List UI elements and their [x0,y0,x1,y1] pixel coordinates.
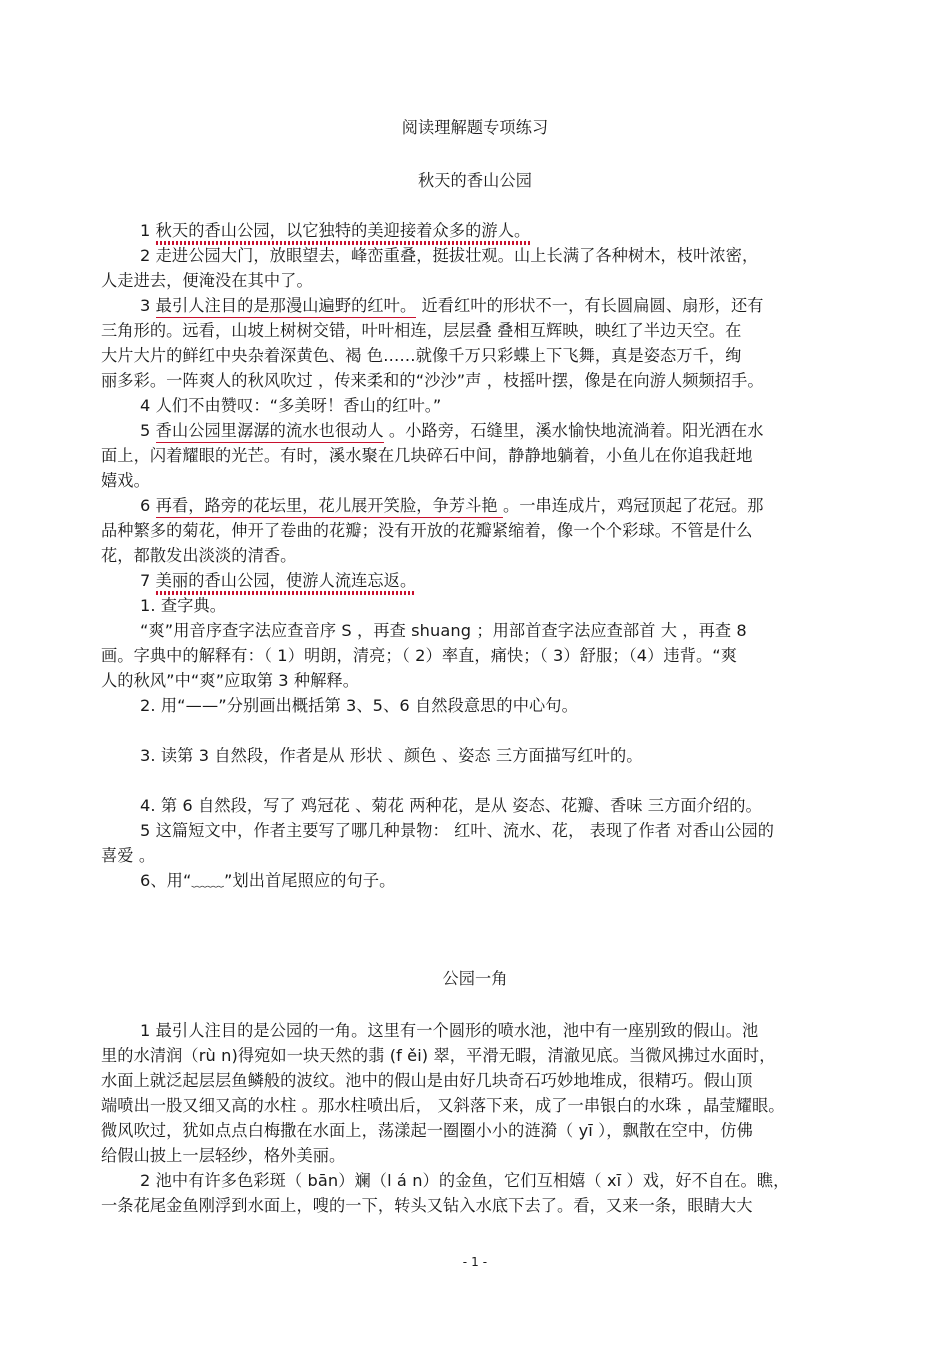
question-1-line: 画。字典中的解释有：（ 1）明朗，清亮；（ 2）率直，痛快；（ 3）舒服；（4）违背。“爽 [101,646,738,665]
paragraph-3-line: 丽多彩。一阵爽人的秋风吹过 ，传来柔和的“沙沙”声 ，枝摇叶摆，像是在向游人频频招手。 [101,371,764,390]
question-2: 2. 用“——”分别画出概括第 3、5、6 自然段意思的中心句。 [140,696,578,715]
question-5-line: 5 这篇短文中，作者主要写了哪几种景物： 红叶、流水、花， 表现了作者 对香山公园的 [140,821,775,840]
wavy-underlined-sentence: 美丽的香山公园，使游人流连忘返。 [155,571,417,590]
paragraph-7: 7 美丽的香山公园，使游人流连忘返。 [140,571,417,590]
page-number: - 1 - [462,1255,488,1269]
question-3: 3. 读第 3 自然段，作者是从 形状 、颜色 、姿态 三方面描写红叶的。 [140,746,643,765]
section-2-line: 水面上就泛起层层鱼鳞般的波纹。池中的假山是由好几块奇石巧妙地堆成，很精巧。假山顶 [101,1071,753,1090]
paragraph-3: 3 最引人注目的是那漫山遍野的红叶。 近看红叶的形状不一，有长圆扁圆、扇形，还有 [140,296,764,315]
section-title-park-corner: 公园一角 [442,969,508,988]
underlined-central-sentence: 再看，路旁的花坛里，花儿展开笑脸，争芳斗艳 [155,496,503,515]
section-2-line: 1 最引人注目的是公园的一角。这里有一个圆形的喷水池，池中有一座别致的假山。池 [140,1021,759,1040]
section-2-line: 一条花尾金鱼刚浮到水面上，嗖的一下，转头又钻入水底下去了。看，又来一条，眼睛大大 [101,1196,753,1215]
paragraph-5-line: 面上，闪着耀眼的光芒。有时，溪水聚在几块碎石中间，静静地躺着，小鱼儿在你追我赶地 [101,446,753,465]
paragraph-3-line: 大片大片的鲜红中央杂着深黄色、褐 色……就像千万只彩蝶上下飞舞，真是姿态万千，绚 [101,346,742,365]
document-title: 阅读理解题专项练习 [401,118,549,137]
paragraph-6: 6 再看，路旁的花坛里，花儿展开笑脸，争芳斗艳 。一串连成片，鸡冠顶起了花冠。那 [140,496,764,515]
underlined-central-sentence: 最引人注目的是那漫山遍野的红叶。 [155,296,417,315]
section-2-line: 微风吹过，犹如点点白梅撒在水面上，荡漾起一圈圈小小的涟漪（ yī ），飘散在空中，仿佛 [101,1121,753,1140]
underlined-central-sentence: 香山公园里潺潺的流水也很动人 [155,421,384,440]
paragraph-3-line: 三角形的。远看，山坡上树树交错，叶叶相连，层层叠 叠相互辉映，映红了半边天空。在 [101,321,742,340]
question-5-line: 喜爱 。 [101,846,156,865]
paragraph-5: 5 香山公园里潺潺的流水也很动人 。小路旁，石缝里，溪水愉快地流淌着。阳光洒在水 [140,421,764,440]
question-6: 6、用“﹏﹏”划出首尾照应的句子。 [140,871,396,890]
section-2-line: 端喷出一股又细又高的水柱 。那水柱喷出后， 又斜落下来，成了一串银白的水珠 ，晶莹耀眼。 [101,1096,785,1115]
paragraph-4: 4 人们不由赞叹：“多美呀！香山的红叶。” [140,396,442,415]
section-title-autumn-park: 秋天的香山公园 [417,171,532,190]
wavy-underlined-sentence: 秋天的香山公园，以它独特的美迎接着众多的游人。 [155,221,531,240]
question-1-line: “爽”用音序查字法应查音序 S ，再查 shuang ；用部首查字法应查部首 大 ，再查 8 [140,621,747,640]
question-4: 4. 第 6 自然段，写了 鸡冠花 、菊花 两种花，是从 姿态、花瓣、香味 三方面介绍的。 [140,796,762,815]
paragraph-5-line: 嬉戏。 [101,471,150,490]
section-2-line: 给假山披上一层轻纱，格外美丽。 [101,1146,346,1165]
paragraph-2-line: 人走进去，便淹没在其中了。 [101,271,313,290]
question-1-line: 人的秋风”中“爽”应取第 3 种解释。 [101,671,360,690]
paragraph-2-line: 2 走进公园大门，放眼望去，峰峦重叠，挺拔壮观。山上长满了各种树木，枝叶浓密， [140,246,759,265]
question-1: 1. 查字典。 [140,596,227,615]
paragraph-6-line: 品种繁多的菊花，伸开了卷曲的花瓣；没有开放的花瓣紧缩着，像一个个彩球。不管是什么 [101,521,753,540]
section-2-line: 里的水清润（rù n)得宛如一块天然的翡 (f ěi) 翠，平滑无暇，清澈见底。当微风拂过水面时， [101,1046,776,1065]
section-2-line: 2 池中有许多色彩斑（ bān）斓（l á n）的金鱼，它们互相嬉（ xī ）戏，好不自在。瞧， [140,1171,790,1190]
paragraph-6-line: 花，都散发出淡淡的清香。 [101,546,297,565]
paragraph-1: 1 秋天的香山公园，以它独特的美迎接着众多的游人。 [140,221,531,240]
